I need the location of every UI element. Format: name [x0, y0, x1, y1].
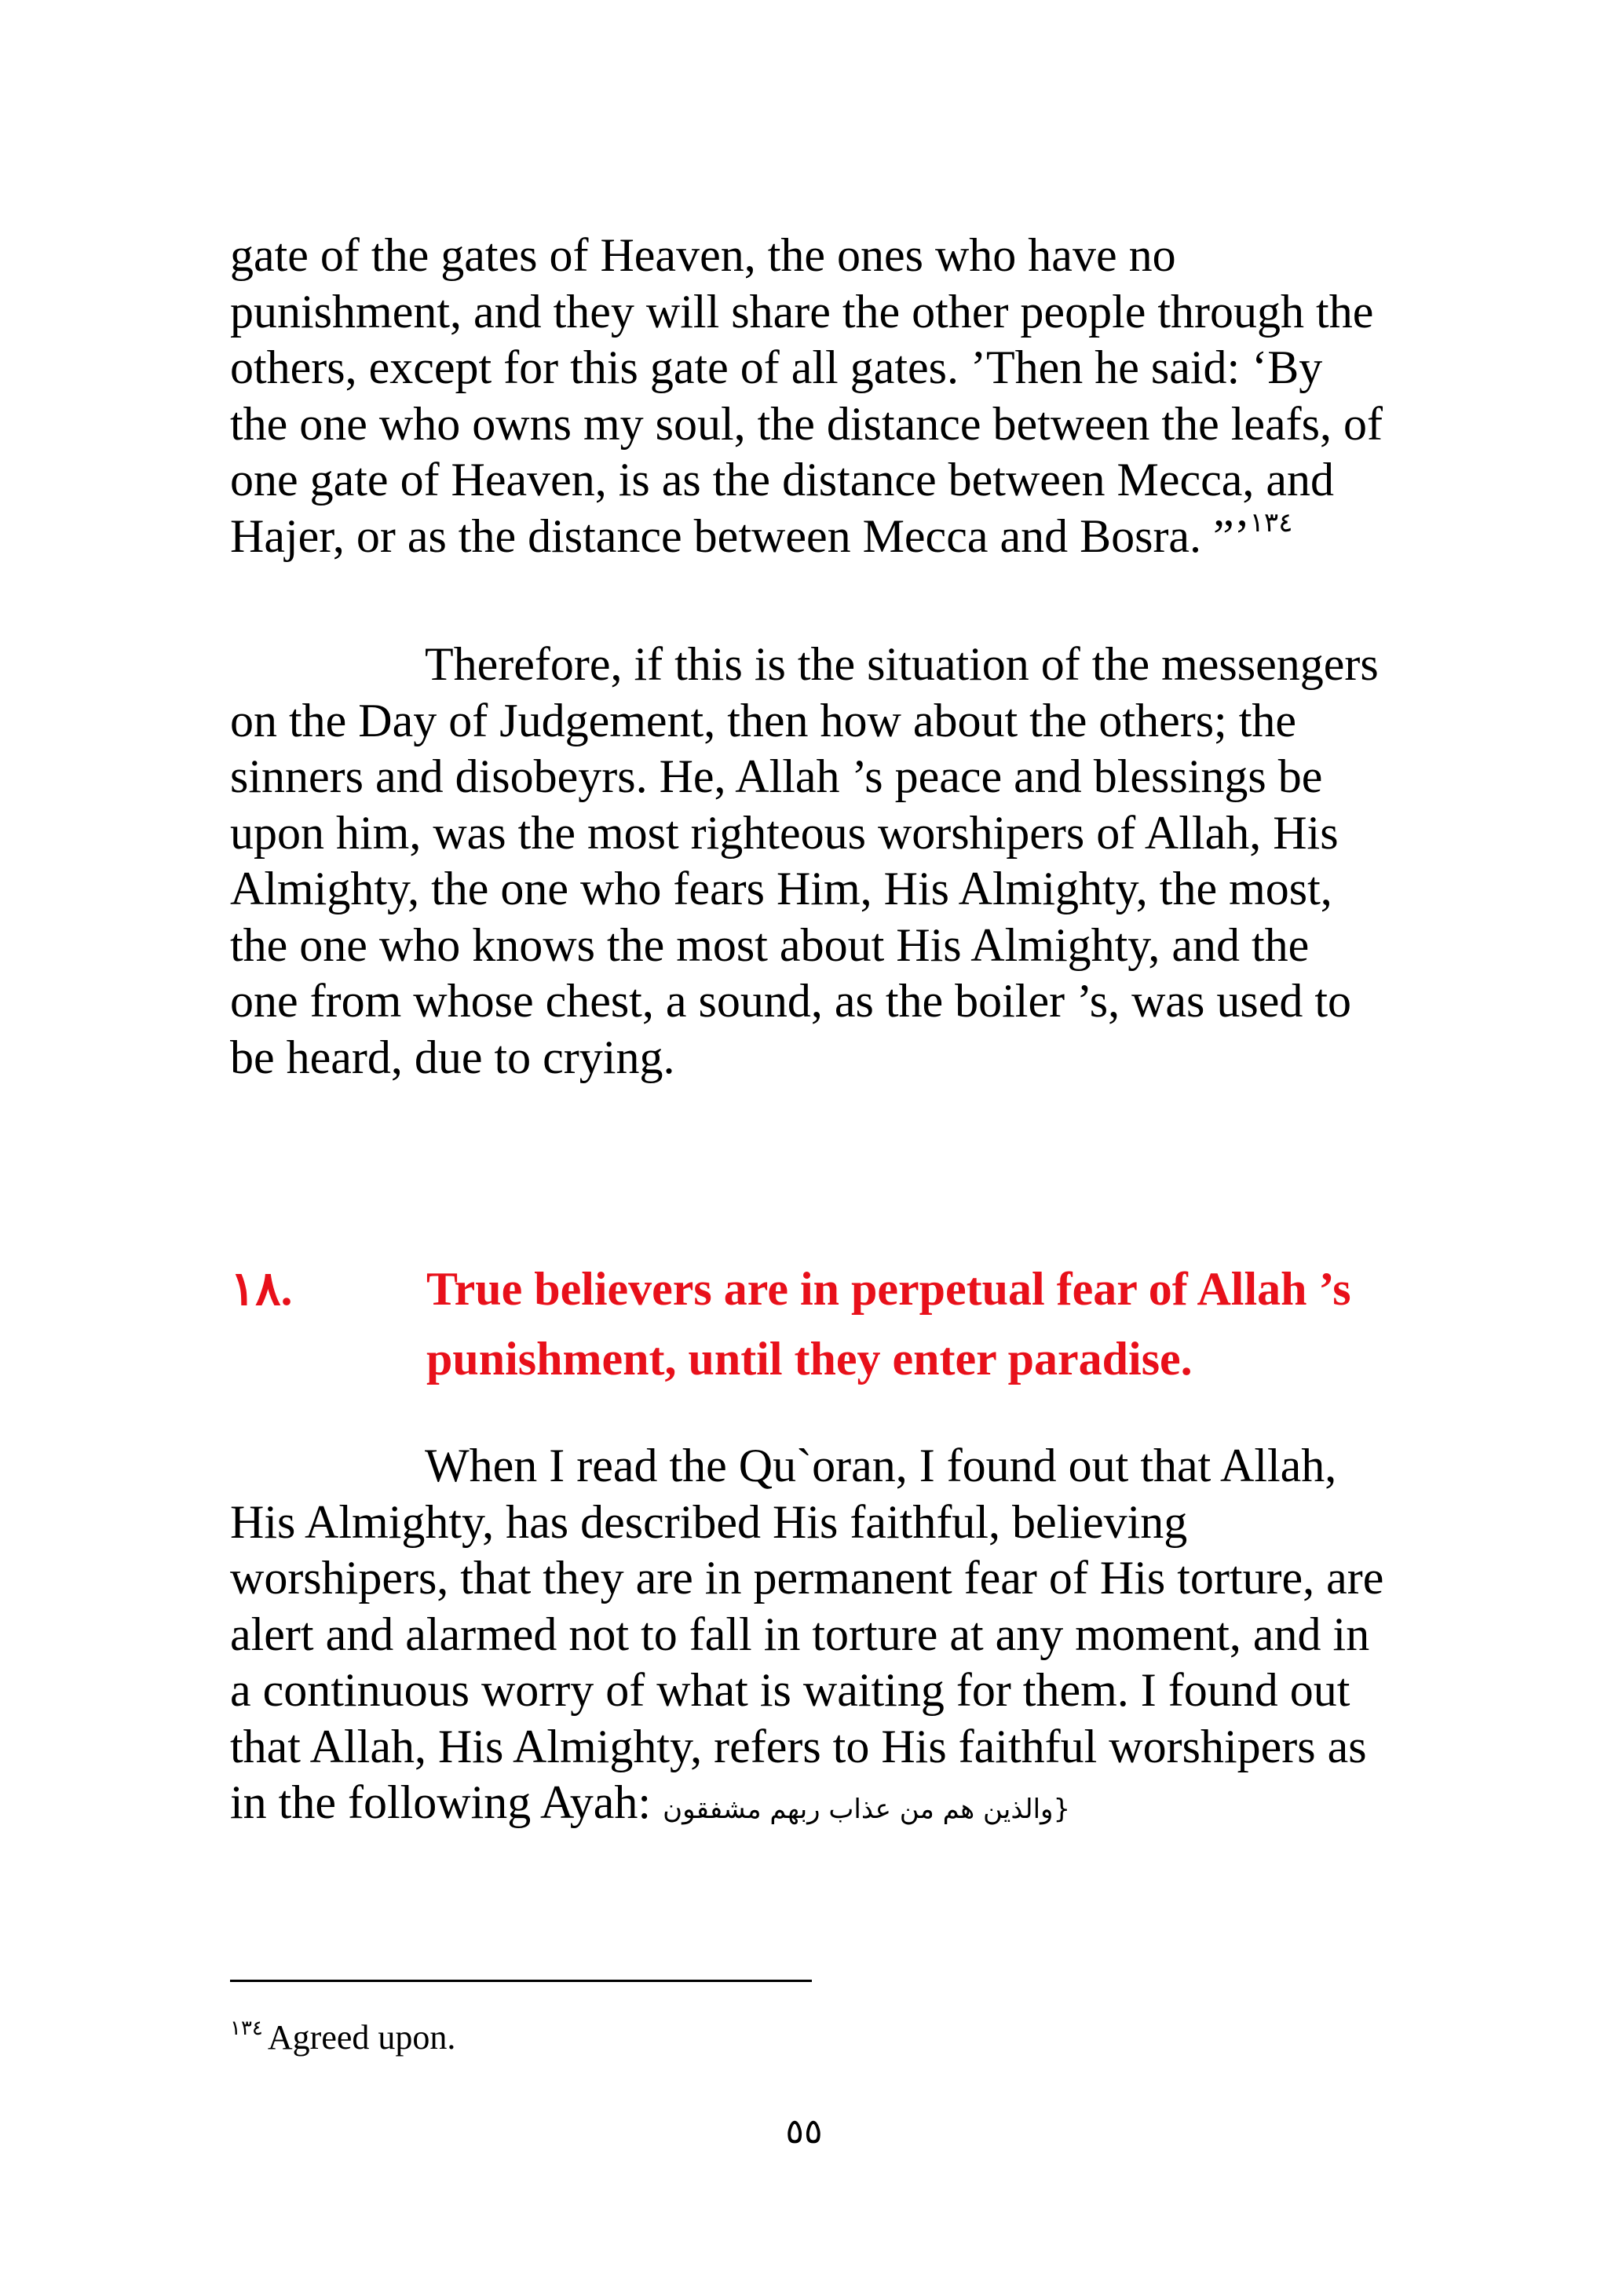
footnote-number: ١٣٤ — [230, 2017, 263, 2039]
body-paragraph-3 — [230, 1438, 1384, 1838]
paragraph-2-text: Therefore, if this is the situation of the messengers on the Day of Judgement, then how about the others; the sinners and disobeyrs. He, Allah ’s peace and blessings be upon him, was the most righteous worshipers of Allah, His Almighty, the one who fears Him, His Almighty, the most, the one who knows the most about His Almighty, and the one from whose chest, a sound, as the boiler ’s, was used to be heard, due to crying. — [230, 638, 1379, 1083]
page-number: ٥٥ — [785, 2112, 823, 2151]
body-paragraph-2 — [230, 637, 1384, 1086]
arabic-ayah-quote: {والذين هم من عذاب ربهم مشفقون — [663, 1794, 1071, 1825]
footnote — [230, 2017, 455, 2058]
footnote-separator — [230, 1980, 812, 1982]
section-title: True believers are in perpetual fear of Allah ’s punishment, until they enter paradise. — [426, 1263, 1351, 1385]
body-paragraph-1 — [230, 228, 1384, 564]
footnote-reference[interactable]: ١٣٤ — [1249, 508, 1293, 538]
footnote-text: Agreed upon. — [267, 2018, 456, 2057]
paragraph-1-text: gate of the gates of Heaven, the ones who have no punishment, and they will share the other people through the others, except for this gate of all gates. ’Then he said: ‘By the one who owns my soul, the distance between the leafs, of one gate of Heaven, is as the distance between Mecca, and Hajer, or as the distance between Mecca and Bosra. ”’ — [230, 229, 1383, 562]
paragraph-3-text: When I read the Qu`oran, I found out that Allah, His Almighty, has described His faithful, believing worshipers, that they are in permanent fear of His torture, are alert and alarmed not to fall in torture at any moment, and in a continuous worry of what is waiting for them. I found out that Allah, His Almighty, refers to His faithful worshipers as in the following Ayah: — [230, 1440, 1384, 1828]
section-number: ١٨. — [230, 1263, 293, 1315]
